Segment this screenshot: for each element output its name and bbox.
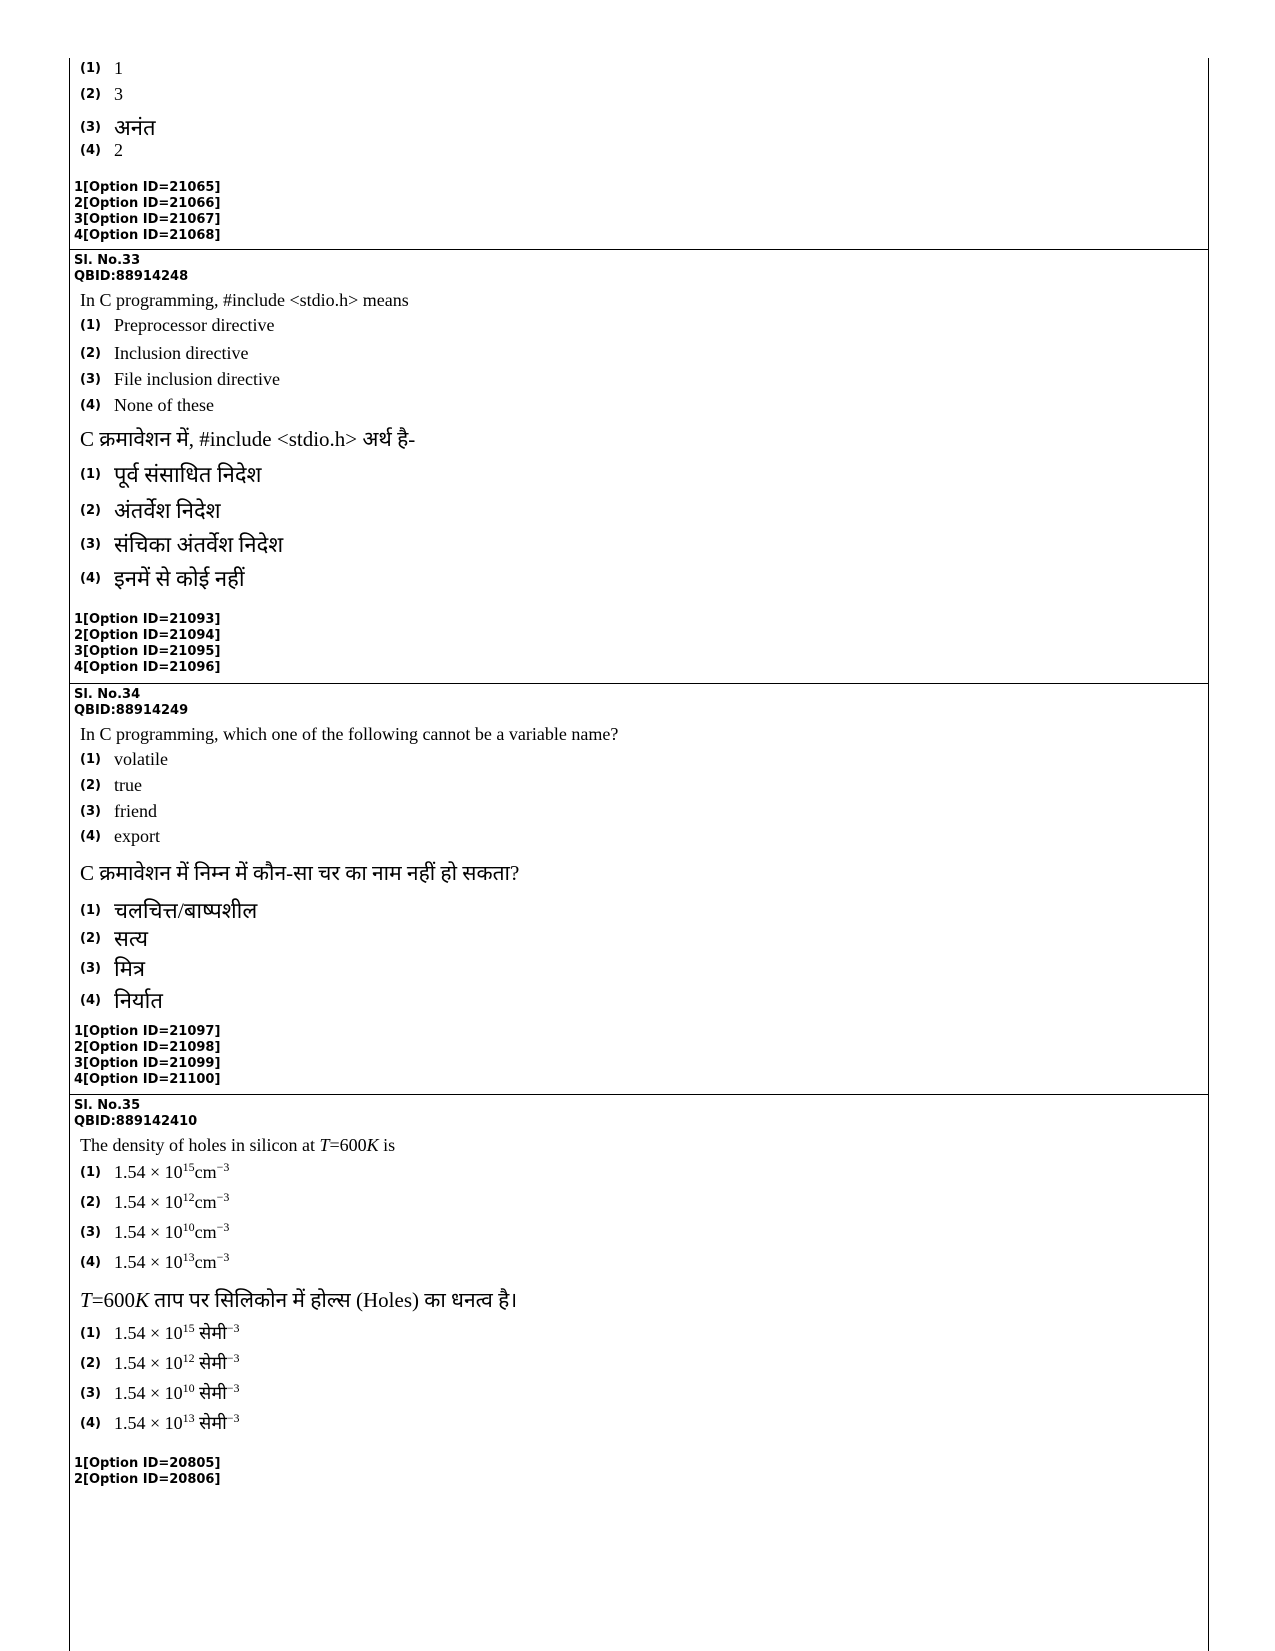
q33-option-2-hi: (2) अंतर्वेश निदेश bbox=[80, 498, 221, 523]
question-35-block bbox=[70, 1098, 1208, 1498]
q32-option-id-4: 4[Option ID=21068] bbox=[74, 228, 221, 243]
q34-option-2-en: (2) true bbox=[80, 775, 142, 795]
q33-stem-english: In C programming, #include <stdio.h> means bbox=[80, 290, 409, 310]
q32-option-1: (1) 1 bbox=[80, 58, 123, 78]
q32-option-id-2: 2[Option ID=21066] bbox=[74, 196, 221, 211]
q35-option-2-en: (2) $1.54 \times 10^{12}cm^{-3}$ bbox=[80, 1190, 230, 1212]
q33-option-4-hi: (4) इनमें से कोई नहीं bbox=[80, 566, 245, 591]
q34-option-4-en: (4) export bbox=[80, 826, 160, 846]
q32-option-3: (3) अनंत bbox=[80, 112, 156, 140]
question-divider bbox=[70, 249, 1208, 250]
q35-stem-hindi: T=600K ताप पर सिलिकोन में होल्स (Holes) का धनत्व है। bbox=[80, 1288, 518, 1312]
q32-option-4-text: 2 bbox=[114, 140, 123, 160]
q34-option-1-hi: (1) चलचित्त/बाष्पशील bbox=[80, 898, 258, 923]
q32-option-1-text: 1 bbox=[114, 58, 123, 78]
q34-option-3-hi: (3) मित्र bbox=[80, 956, 145, 981]
q34-serial-number: Sl. No.34 bbox=[74, 687, 141, 702]
q35-option-2-hi: (2) $1.54 \times 10^{12}$ सेमी$^{-3}$ bbox=[80, 1351, 240, 1373]
q33-option-2-en: (2) Inclusion directive bbox=[80, 343, 249, 363]
q35-serial-number: Sl. No.35 bbox=[74, 1098, 141, 1113]
q35-option-4-en: (4) $1.54 \times 10^{13}cm^{-3}$ bbox=[80, 1250, 230, 1272]
q34-option-3-en: (3) friend bbox=[80, 801, 157, 821]
q34-option-id-2: 2[Option ID=21098] bbox=[74, 1040, 221, 1055]
q35-option-3-hi: (3) $1.54 \times 10^{10}$ सेमी$^{-3}$ bbox=[80, 1381, 240, 1403]
q32-option-3-text: अनंत bbox=[114, 115, 156, 140]
q32-option-2-text: 3 bbox=[114, 84, 123, 104]
q34-option-2-hi: (2) सत्य bbox=[80, 926, 149, 951]
q35-qbid: QBID:889142410 bbox=[74, 1114, 198, 1129]
q35-stem-english: The density of holes in silicon at T=600K is bbox=[80, 1135, 396, 1155]
q34-stem-hindi: C क्रमावेशन में निम्न में कौन-सा चर का नाम नहीं हो सकता? bbox=[80, 861, 520, 885]
q34-option-id-4: 4[Option ID=21100] bbox=[74, 1072, 221, 1087]
question-divider bbox=[70, 1094, 1208, 1095]
q34-option-4-hi: (4) निर्यात bbox=[80, 988, 163, 1013]
question-33-block bbox=[70, 253, 1208, 681]
q32-option-id-1: 1[Option ID=21065] bbox=[74, 180, 221, 195]
q33-option-1-hi: (1) पूर्व संसाधित निदेश bbox=[80, 462, 262, 487]
q32-option-id-3: 3[Option ID=21067] bbox=[74, 212, 221, 227]
q32-option-2: (2) 3 bbox=[80, 84, 123, 104]
q34-option-id-1: 1[Option ID=21097] bbox=[74, 1024, 221, 1039]
q33-option-id-2: 2[Option ID=21094] bbox=[74, 628, 221, 643]
question-34-block bbox=[70, 687, 1208, 1092]
q33-option-id-4: 4[Option ID=21096] bbox=[74, 660, 221, 675]
q35-option-id-2: 2[Option ID=20806] bbox=[74, 1472, 221, 1487]
q34-option-1-en: (1) volatile bbox=[80, 749, 168, 769]
question-32-block bbox=[70, 58, 1208, 248]
q33-option-4-en: (4) None of these bbox=[80, 395, 214, 415]
q33-option-3-hi: (3) संचिका अंतर्वेश निदेश bbox=[80, 532, 284, 557]
q34-stem-english: In C programming, which one of the following cannot be a variable name? bbox=[80, 724, 619, 744]
q33-option-id-1: 1[Option ID=21093] bbox=[74, 612, 221, 627]
q34-qbid: QBID:88914249 bbox=[74, 703, 189, 718]
q35-option-id-1: 1[Option ID=20805] bbox=[74, 1456, 221, 1471]
q34-option-id-3: 3[Option ID=21099] bbox=[74, 1056, 221, 1071]
q33-serial-number: Sl. No.33 bbox=[74, 253, 141, 268]
q33-option-1-en: (1) Preprocessor directive bbox=[80, 315, 275, 335]
q35-option-3-en: (3) $1.54 \times 10^{10}cm^{-3}$ bbox=[80, 1220, 230, 1242]
question-paper-page bbox=[69, 58, 1209, 1651]
q35-option-1-hi: (1) $1.54 \times 10^{15}$ सेमी$^{-3}$ bbox=[80, 1321, 240, 1343]
question-divider bbox=[70, 683, 1208, 684]
q33-option-3-en: (3) File inclusion directive bbox=[80, 369, 280, 389]
q35-option-4-hi: (4) $1.54 \times 10^{13}$ सेमी$^{-3}$ bbox=[80, 1411, 240, 1433]
q32-option-4: (4) 2 bbox=[80, 140, 123, 160]
q33-stem-hindi: C क्रमावेशन में, #include <stdio.h> अर्थ है- bbox=[80, 427, 416, 451]
q35-option-1-en: (1) $1.54 \times 10^{15}cm^{-3}$ bbox=[80, 1160, 230, 1182]
q33-qbid: QBID:88914248 bbox=[74, 269, 189, 284]
q33-option-id-3: 3[Option ID=21095] bbox=[74, 644, 221, 659]
